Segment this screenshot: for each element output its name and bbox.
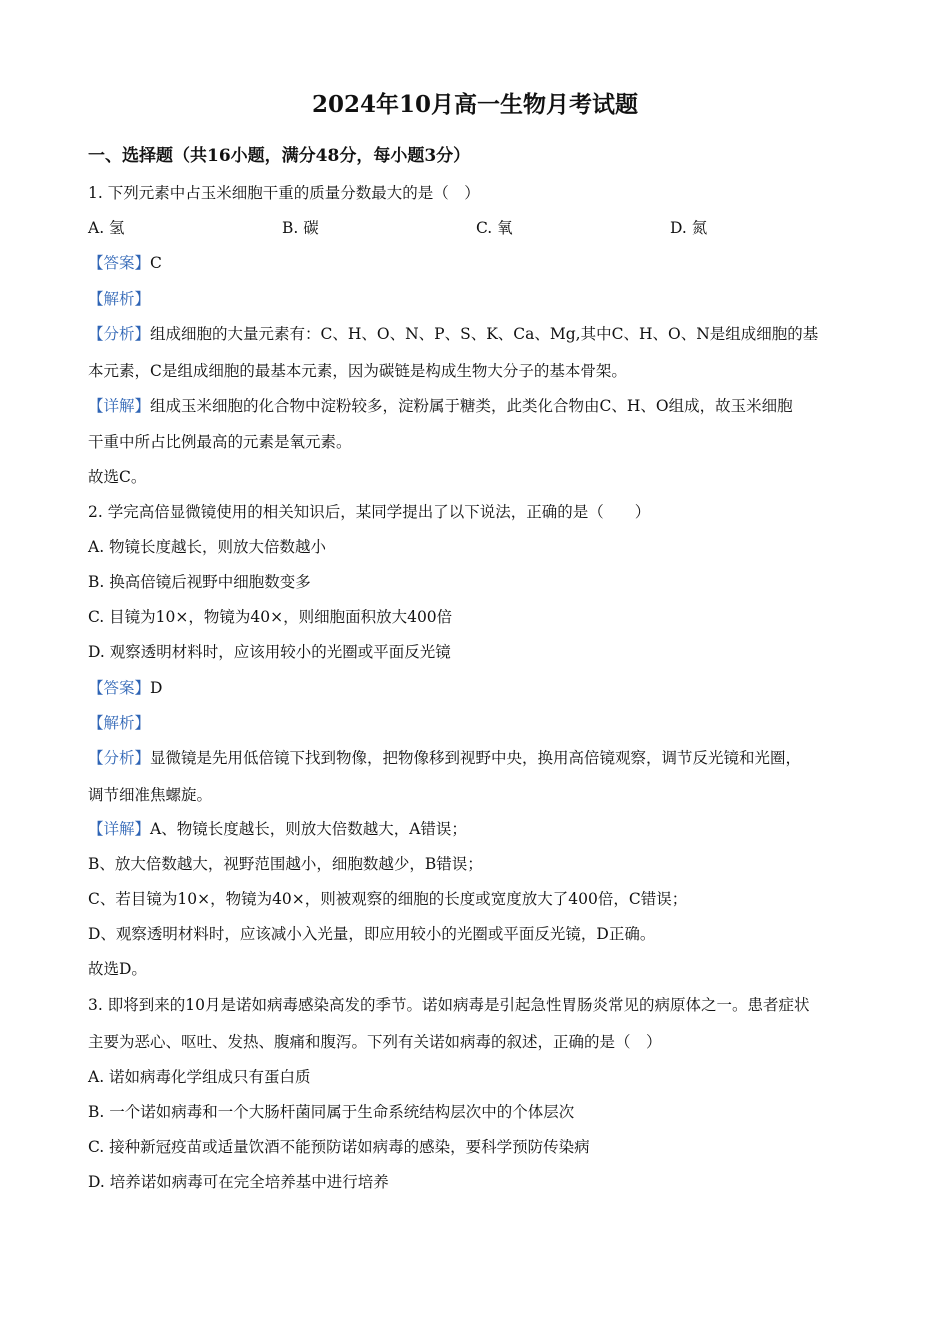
q2-option-a: A. 物镜长度越长，则放大倍数越小 <box>88 538 327 556</box>
answer-value: C <box>150 254 162 272</box>
q1-option-a: A. 氢 <box>88 219 125 237</box>
q2-option-d: D. 观察透明材料时，应该用较小的光圈或平面反光镜 <box>88 643 451 661</box>
question-3-stem-line-2: 主要为恶心、呕吐、发热、腹痛和腹泻。下列有关诺如病毒的叙述，正确的是（ ） <box>88 1033 662 1051</box>
q3-option-b: B. 一个诺如病毒和一个大肠杆菌同属于生命系统结构层次中的个体层次 <box>88 1103 575 1121</box>
q2-detail-line-d: D、观察透明材料时，应该减小入光量，即应用较小的光圈或平面反光镜，D正确。 <box>88 925 656 943</box>
detail-tag: 【详解】 <box>88 397 151 415</box>
question-2-stem: 2. 学完高倍显微镜使用的相关知识后，某同学提出了以下说法，正确的是（ ） <box>88 503 651 521</box>
q2-analysis-line-1 <box>88 747 801 769</box>
answer-tag: 【答案】 <box>88 254 151 272</box>
section-heading: 一、选择题（共16小题，满分48分，每小题3分） <box>88 146 471 166</box>
q2-jiexi-tag: 【解析】 <box>88 714 151 732</box>
page-title: 2024年10月高一生物月考试题 <box>311 91 639 118</box>
q1-jiexi-tag: 【解析】 <box>88 290 151 308</box>
q1-option-b: B. 碳 <box>282 219 319 237</box>
analysis-tag: 【分析】 <box>88 749 151 767</box>
answer-tag: 【答案】 <box>88 679 151 697</box>
q1-analysis-line-1 <box>88 323 818 345</box>
q2-option-c: C. 目镜为10×，物镜为40×，则细胞面积放大400倍 <box>88 608 453 626</box>
question-1-stem: 1. 下列元素中占玉米细胞干重的质量分数最大的是（ ） <box>88 184 480 202</box>
q2-detail-line-b: B、放大倍数越大，视野范围越小，细胞数越少，B错误； <box>88 855 483 873</box>
detail-text: A、物镜长度越长，则放大倍数越大，A错误； <box>150 820 467 838</box>
q3-option-d: D. 培养诺如病毒可在完全培养基中进行培养 <box>88 1173 389 1191</box>
q1-analysis-line-2: 本元素，C是组成细胞的最基本元素，因为碳链是构成生物大分子的基本骨架。 <box>88 362 627 380</box>
detail-tag: 【详解】 <box>88 820 151 838</box>
q1-conclusion: 故选C。 <box>88 468 147 486</box>
q3-option-a: A. 诺如病毒化学组成只有蛋白质 <box>88 1068 311 1086</box>
q2-analysis-line-2: 调节细准焦螺旋。 <box>88 786 213 804</box>
answer-value: D <box>150 679 163 697</box>
q1-detail-line-1 <box>88 395 793 417</box>
q1-option-c: C. 氧 <box>476 219 513 237</box>
detail-text: 组成玉米细胞的化合物中淀粉较多，淀粉属于糖类，此类化合物由C、H、O组成，故玉米细胞 <box>150 397 793 415</box>
q1-detail-line-2: 干重中所占比例最高的元素是氧元素。 <box>88 433 352 451</box>
question-3-stem-line-1: 3. 即将到来的10月是诺如病毒感染高发的季节。诺如病毒是引起急性胃肠炎常见的病原体之一。患者症状 <box>88 996 810 1014</box>
analysis-text: 组成细胞的大量元素有：C、H、O、N、P、S、K、Ca、Mg,其中C、H、O、N是组成细胞的基 <box>150 325 819 343</box>
analysis-tag: 【分析】 <box>88 325 151 343</box>
q1-answer <box>88 252 162 274</box>
question-1-options <box>0 217 950 239</box>
q2-answer <box>88 677 162 699</box>
q1-option-d: D. 氮 <box>670 219 708 237</box>
analysis-text: 显微镜是先用低倍镜下找到物像，把物像移到视野中央，换用高倍镜观察，调节反光镜和光圈， <box>150 749 802 767</box>
q2-detail-line-a <box>88 818 467 840</box>
q3-option-c: C. 接种新冠疫苗或适量饮酒不能预防诺如病毒的感染，要科学预防传染病 <box>88 1138 590 1156</box>
q2-detail-line-c: C、若目镜为10×，物镜为40×，则被观察的细胞的长度或宽度放大了400倍，C错误； <box>88 890 688 908</box>
q2-option-b: B. 换高倍镜后视野中细胞数变多 <box>88 573 311 591</box>
q2-conclusion: 故选D。 <box>88 960 147 978</box>
